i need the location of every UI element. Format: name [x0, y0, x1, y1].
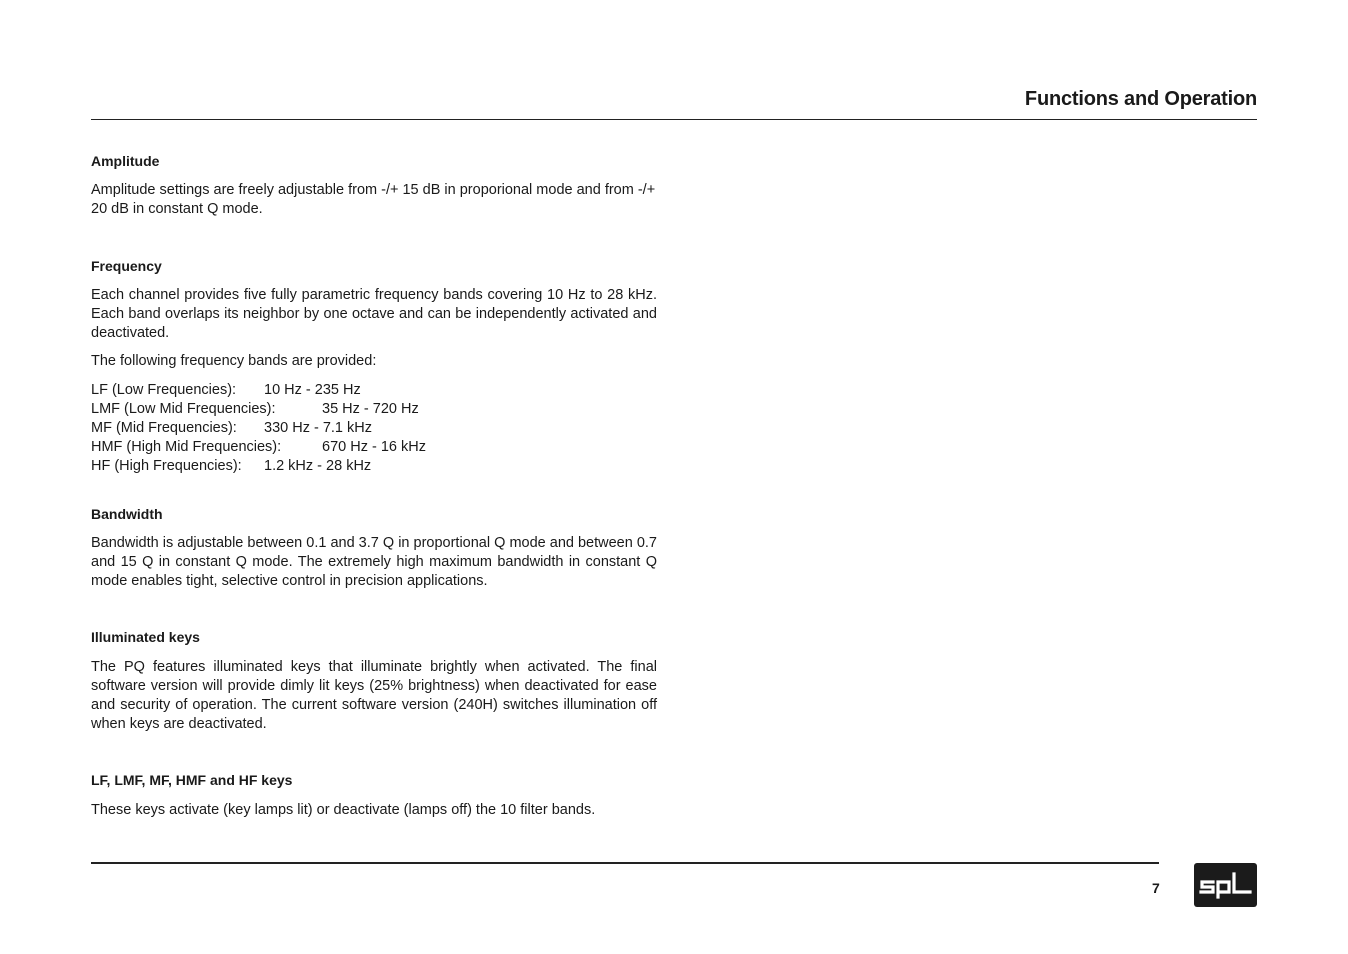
- band-range: 10 Hz - 235 Hz: [264, 381, 361, 398]
- band-row-hf: [91, 457, 657, 476]
- amplitude-text: Amplitude settings are freely adjustable from -/+ 15 dB in proporional mode and from -/+ 20 dB in constant Q mode.: [91, 182, 656, 218]
- band-range: 670 Hz - 16 kHz: [322, 439, 426, 456]
- band-name: LF (Low Frequencies):: [91, 381, 237, 398]
- frequency-text: Each channel provides five fully parametric frequency bands covering 10 Hz to 28 kHz. Each band overlaps its neighbor by one octave and can be independently activated and deactivated.: [91, 286, 657, 342]
- band-keys-heading: LF, LMF, MF, HMF and HF keys: [91, 772, 293, 789]
- frequency-heading: Frequency: [91, 257, 162, 274]
- document-body: [91, 152, 657, 829]
- band-row-lmf: [91, 400, 657, 419]
- page-title: Functions and Operation: [1024, 88, 1257, 110]
- band-row-lf: [91, 381, 657, 400]
- band-name: LMF (Low Mid Frequencies):: [91, 400, 276, 417]
- band-range: 1.2 kHz - 28 kHz: [264, 458, 372, 475]
- page-number: 7: [1152, 880, 1160, 896]
- bandwidth-text: Bandwidth is adjustable between 0.1 and 3.7 Q in proportional Q mode and between 0.7 and 15 Q in constant Q mode. The extremely high maximum bandwidth in constant Q mode enables tight, selective control in precision applications.: [91, 534, 657, 590]
- band-row-mf: [91, 419, 657, 438]
- band-range: 35 Hz - 720 Hz: [322, 400, 419, 417]
- frequency-intro: The following frequency bands are provided:: [91, 353, 377, 370]
- band-row-hmf: [91, 438, 657, 457]
- band-name: MF (Mid Frequencies):: [91, 420, 237, 436]
- illuminated-keys-text: The PQ features illuminated keys that illuminate brightly when activated. The final software version will provide dimly lit keys (25% brightness) when deactivated for ease and security of operation. The current software version (240H) switches illumination off when keys are deactivated.: [91, 658, 657, 733]
- illuminated-keys-heading: Illuminated keys: [91, 629, 200, 646]
- band-range: 330 Hz - 7.1 kHz: [264, 420, 372, 436]
- spl-logo-icon: [1194, 863, 1257, 907]
- amplitude-heading: Amplitude: [91, 153, 160, 169]
- band-name: HMF (High Mid Frequencies):: [91, 439, 282, 456]
- band-keys-text: These keys activate (key lamps lit) or deactivate (lamps off) the 10 filter bands.: [91, 801, 596, 818]
- frequency-band-list: [91, 381, 657, 477]
- bandwidth-heading: Bandwidth: [91, 505, 163, 522]
- band-name: HF (High Frequencies):: [91, 458, 242, 475]
- footer-divider: [91, 862, 1159, 864]
- header-divider: [91, 119, 1257, 120]
- spl-logo-graphic: [1194, 863, 1257, 907]
